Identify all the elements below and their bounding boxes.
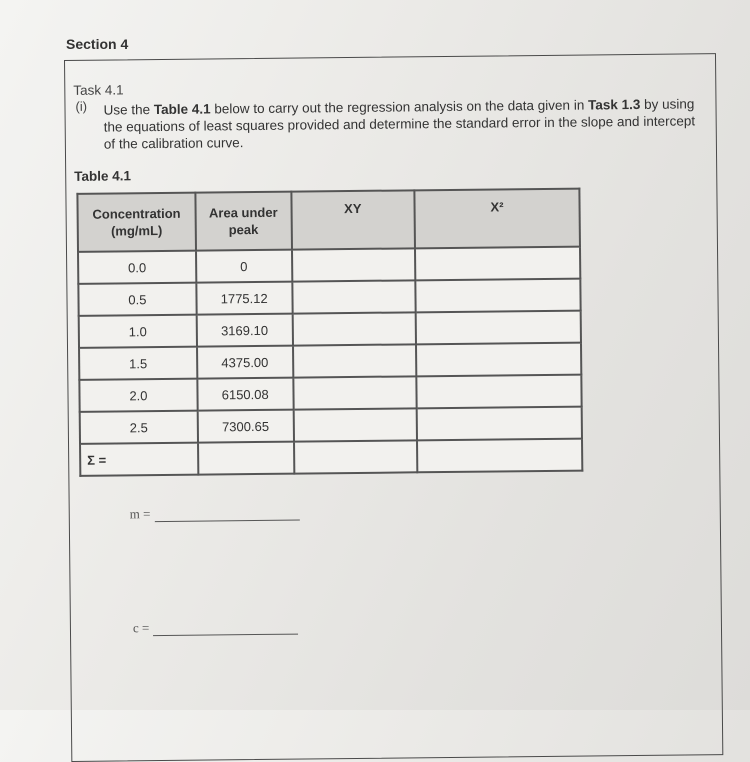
header-x-squared: X² [414,189,580,249]
task-label: Task 4.1 [73,82,124,98]
table-row [80,407,582,444]
header-area-line1: Area under [208,204,278,221]
x-squared-cell[interactable] [415,247,580,281]
sum-xy-cell[interactable] [294,440,418,473]
concentration-cell: 2.5 [80,411,198,444]
table-label: Table 4.1 [74,168,132,184]
instruction-text-3: by using the equations of least squares provided and determine the standard error in the slope and intercept of the calibration curve. [103,96,696,152]
section-title: Section 4 [66,36,129,52]
xy-cell[interactable] [293,376,417,409]
sum-row [80,439,582,476]
slope-label: m = [129,506,151,522]
task-index: (i) [75,98,88,114]
xy-cell[interactable] [292,248,416,281]
intercept-answer [133,619,299,637]
header-concentration-line2: (mg/mL) [110,222,163,239]
intercept-label: c = [132,620,150,636]
table-header-row [77,189,580,252]
intercept-answer-blank[interactable] [153,634,298,637]
table-row [79,343,581,380]
header-concentration [77,193,195,252]
header-area [195,192,291,251]
sum-area-cell[interactable] [198,442,294,475]
sum-label: Σ = [80,443,198,476]
instruction-text-1: Use the [103,102,154,118]
header-concentration-line1: Concentration [92,205,181,222]
xy-cell[interactable] [293,344,417,377]
slope-answer [130,505,300,523]
table-row [78,279,580,316]
area-cell: 4375.00 [197,346,293,379]
table-row [79,375,581,412]
x-squared-cell[interactable] [416,375,581,409]
x-squared-cell[interactable] [415,279,580,313]
concentration-cell: 0.0 [78,251,196,284]
task-panel [64,53,723,762]
xy-cell[interactable] [292,312,416,345]
area-cell: 1775.12 [196,282,292,315]
x-squared-cell[interactable] [416,311,581,345]
area-cell: 6150.08 [197,378,293,411]
header-xy: XY [291,190,415,249]
header-area-line2: peak [228,221,259,238]
xy-cell[interactable] [292,280,416,313]
area-cell: 0 [196,250,292,283]
instruction-bold-task: Task 1.3 [587,96,641,113]
table-row [79,311,581,348]
concentration-cell: 1.0 [79,315,197,348]
x-squared-cell[interactable] [417,407,582,441]
slope-answer-blank[interactable] [155,520,300,523]
area-cell: 7300.65 [198,410,294,443]
concentration-cell: 0.5 [78,283,196,316]
instruction-text-2: below to carry out the regression analysis on the data given in [210,97,589,117]
area-cell: 3169.10 [197,314,293,347]
table-row [78,247,580,284]
xy-cell[interactable] [293,408,417,441]
x-squared-cell[interactable] [416,343,581,377]
sum-x-squared-cell[interactable] [417,439,582,473]
concentration-cell: 1.5 [79,347,197,380]
regression-table [76,188,583,477]
instruction-bold-table: Table 4.1 [153,101,211,118]
concentration-cell: 2.0 [79,379,197,412]
task-instructions [103,78,704,152]
